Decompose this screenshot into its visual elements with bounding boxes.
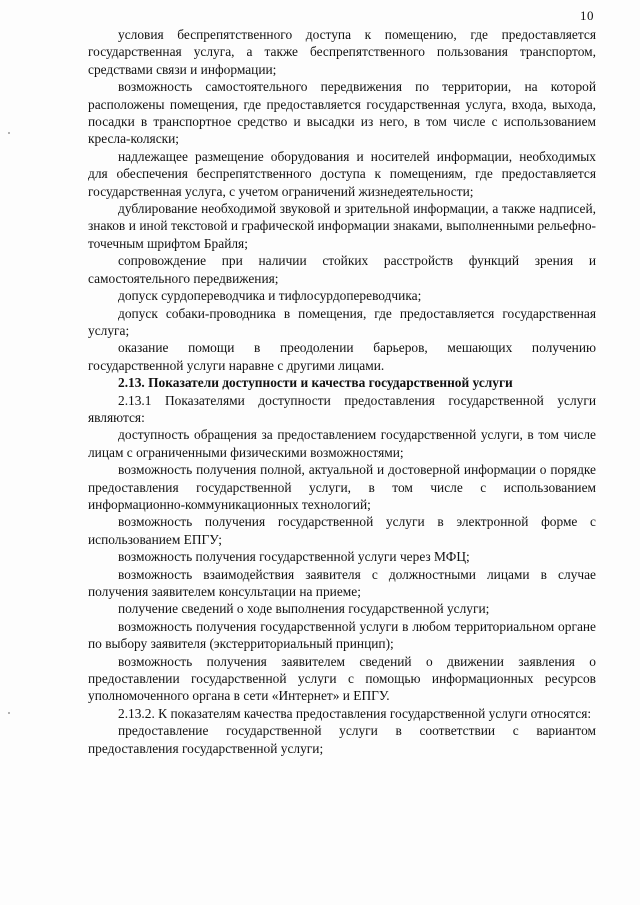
paragraph: 2.13.1 Показателями доступности предоставления государственной услуги являются: xyxy=(88,392,596,425)
paragraph: надлежащее размещение оборудования и носителей информации, необходимых для обеспечения беспрепятственного доступа к помещениям, где предоставляется государственная услуга, с учетом ограничений жизнедеятельности; xyxy=(88,148,596,199)
paragraph: сопровождение при наличии стойких расстройств функций зрения и самостоятельного передвижения; xyxy=(88,253,596,286)
paragraph: возможность взаимодействия заявителя с должностными лицами в случае получения заявителем консультации на приеме; xyxy=(88,566,596,599)
paragraph: предоставление государственной услуги в соответствии с вариантом предоставления государственной услуги; xyxy=(88,723,596,756)
paragraph: получение сведений о ходе выполнения государственной услуги; xyxy=(118,601,490,617)
scan-speck xyxy=(8,712,10,714)
paragraph: дублирование необходимой звуковой и зрительной информации, а также надписей, знаков и иной текстовой и графической информации знаками, выполненными рельефно-точечным шрифтом Брайля; xyxy=(88,201,596,251)
page-number: 10 xyxy=(580,8,594,23)
paragraph: допуск собаки-проводника в помещения, где предоставляется государственная услуга; xyxy=(88,305,596,338)
scan-speck xyxy=(8,132,10,134)
paragraph: возможность получения полной, актуальной и достоверной информации о порядке предоставления государственной услуги, в том числе с использованием информационно-коммуникационных технологий; xyxy=(88,462,596,512)
paragraph: возможность получения государственной услуги через МФЦ; xyxy=(118,549,470,565)
paragraph: возможность самостоятельного передвижения по территории, на которой расположены помещения, где предоставляется государственная услуга, входа, выхода, посадки в транспортное средство и высадки из него, в том числе с использованием кресла-коляски; xyxy=(88,79,596,147)
paragraph: доступность обращения за предоставлением государственной услуги, в том числе лицам с ограниченными физическими возможностями; xyxy=(88,427,596,460)
paragraph: условия беспрепятственного доступа к помещению, где предоставляется государственная услуга, а также беспрепятственного пользования транспортом, средствами связи и информации; xyxy=(88,27,596,77)
paragraph: допуск сурдопереводчика и тифлосурдопереводчика; xyxy=(118,288,422,304)
paragraph: 2.13.2. К показателям качества предоставления государственной услуги относятся: xyxy=(118,705,592,721)
paragraph: возможность получения государственной услуги в электронной форме с использованием ЕПГУ; xyxy=(88,514,596,547)
document-body xyxy=(88,26,596,757)
paragraph: оказание помощи в преодолении барьеров, мешающих получению государственной услуги наравне с другими лицами. xyxy=(88,340,596,373)
paragraph: возможность получения заявителем сведений о движении заявления о предоставлении государственной услуги с помощью информационных ресурсов уполномоченного органа в сети «Интернет» и ЕПГУ. xyxy=(88,653,596,704)
section-heading: 2.13. Показатели доступности и качества государственной услуги xyxy=(118,375,513,391)
paragraph: возможность получения государственной услуги в любом территориальном органе по выбору заявителя (экстерриториальный принцип); xyxy=(88,618,596,652)
